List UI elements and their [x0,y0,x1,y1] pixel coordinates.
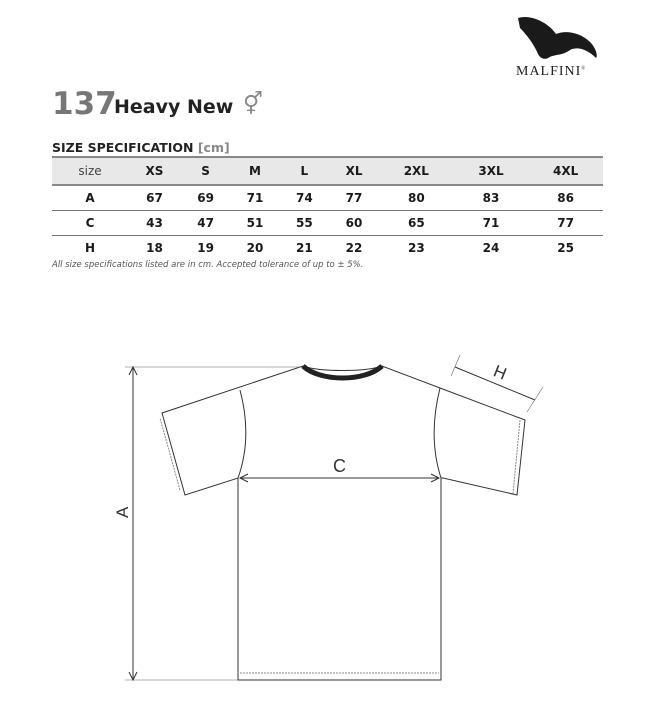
table-cell: 83 [482,191,500,205]
size-header: 4XL [553,164,579,178]
table-cell: 25 [557,241,574,255]
size-header: XL [345,164,363,178]
table-cell: 80 [407,191,425,205]
table-cell: 55 [296,216,313,230]
table-cell: 74 [296,191,313,205]
dimension-h-label: H [490,361,510,384]
size-header: XS [145,164,164,178]
table-cell: 24 [482,241,500,255]
dimension-c-label: C [333,456,346,476]
table-cell: 86 [557,191,574,205]
table-cell: 47 [197,216,214,230]
table-cell: 21 [296,241,313,255]
table-cell: 22 [345,241,363,255]
row-label: C [85,216,95,230]
table-cell: 71 [482,216,500,230]
size-header: 3XL [478,164,504,178]
table-cell: 77 [557,216,574,230]
product-number: 137 [52,86,117,122]
size-header: M [249,164,261,178]
table-cell: 67 [146,191,163,205]
table-cell: 23 [407,241,425,255]
row-label: H [84,241,96,255]
header-label: size [78,164,102,178]
section-title: SIZE SPECIFICATION [cm] [52,140,230,155]
table-cell: 20 [246,241,264,255]
tolerance-note: All size specifications listed are in cm. Accepted tolerance of up to ± 5%. [52,260,364,270]
table-cell: 19 [197,241,214,255]
tshirt-outline [162,366,525,680]
size-header: L [300,164,309,178]
table-cell: 69 [197,191,214,205]
table-cell: 18 [146,241,163,255]
size-header: S [201,164,210,178]
table-cell: 43 [146,216,163,230]
unisex-icon: ⚥ [243,92,263,117]
dimension-a-label: A [113,506,132,518]
size-header: 2XL [403,164,429,178]
brand-logo: MALFINI® [516,64,587,79]
table-cell: 65 [407,216,425,230]
table-cell: 60 [345,216,363,230]
product-name: Heavy New [114,96,234,118]
row-label: A [85,191,95,205]
table-cell: 71 [246,191,264,205]
table-cell: 51 [246,216,264,230]
table-cell: 77 [345,191,363,205]
